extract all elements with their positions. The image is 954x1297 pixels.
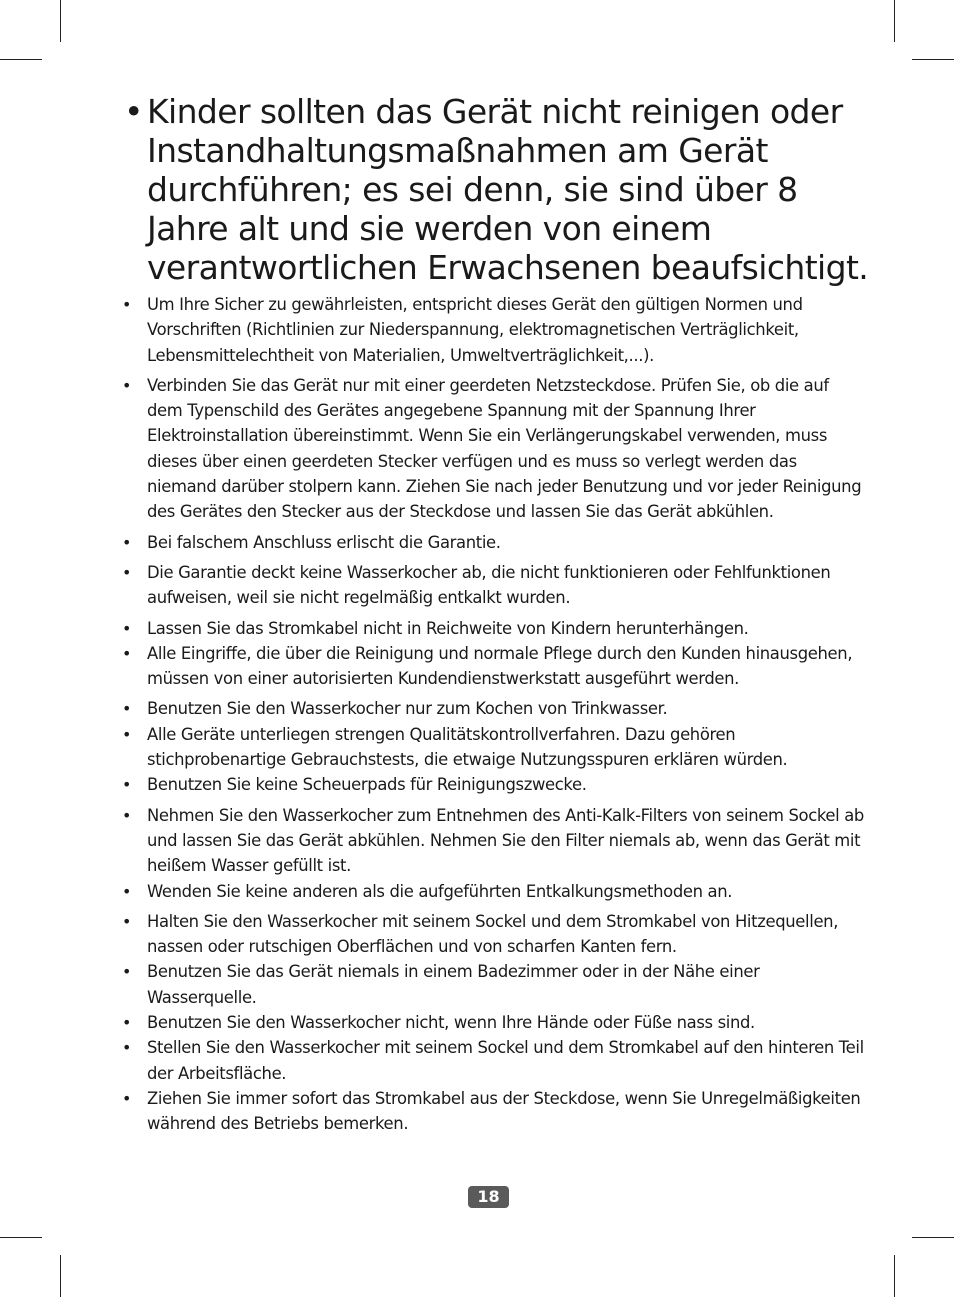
bullet-glyph: • — [122, 562, 132, 582]
list-item-text: Nehmen Sie den Wasserkocher zum Entnehmen des Anti-Kalk-Filters von seinem Sockel ab und lassen Sie das Gerät abkühlen. Nehmen Sie den Filter niemals ab, wenn das Gerät mit heißem Wasser gefüllt ist. — [147, 805, 864, 876]
bullet-glyph: • — [122, 375, 132, 395]
bullet-glyph: • — [122, 1013, 132, 1033]
list-item — [120, 641, 868, 692]
list-item — [120, 1035, 868, 1086]
crop-mark-top-right-horizontal — [912, 59, 954, 60]
bullet-glyph: • — [122, 295, 132, 314]
list-item-text: Um Ihre Sicher zu gewährleisten, entspricht dieses Gerät den gültigen Normen und Vorschriften (Richtlinien zur Niederspannung, elektromagnetischen Verträglichkeit, Lebensmittelechtheit von Materialien, Umweltverträglichkeit,...). — [147, 295, 803, 365]
list-item — [120, 772, 868, 797]
list-item — [120, 616, 868, 641]
crop-mark-bottom-left-horizontal — [0, 1237, 42, 1238]
bullet-glyph: • — [122, 775, 132, 795]
list-item — [120, 560, 868, 611]
bullet-glyph: • — [122, 699, 132, 719]
crop-mark-bottom-right-horizontal — [912, 1237, 954, 1238]
list-item-text: Lassen Sie das Stromkabel nicht in Reichweite von Kindern herunterhängen. — [147, 618, 749, 638]
list-item — [120, 959, 868, 1010]
bullet-glyph: • — [122, 643, 132, 663]
bullet-glyph: • — [122, 805, 132, 825]
list-item — [120, 696, 868, 721]
bullet-glyph: • — [122, 911, 132, 931]
list-item — [120, 1086, 868, 1137]
bullet-glyph: • — [122, 532, 132, 552]
list-item — [120, 373, 868, 525]
list-item — [120, 909, 868, 960]
list-item-text: Stellen Sie den Wasserkocher mit seinem Sockel und dem Stromkabel auf den hinteren Teil der Arbeitsfläche. — [147, 1038, 864, 1083]
list-item-text: Halten Sie den Wasserkocher mit seinem Sockel und dem Stromkabel von Hitzequellen, nassen oder rutschigen Oberflächen und von scharfen Kanten fern. — [147, 911, 839, 957]
list-item — [120, 803, 868, 879]
headline-bullet: • — [124, 92, 143, 131]
bullet-glyph: • — [122, 962, 132, 982]
crop-mark-bottom-left-vertical — [60, 1255, 61, 1297]
list-item — [120, 722, 868, 773]
list-item-text: Benutzen Sie den Wasserkocher nur zum Kochen von Trinkwasser. — [147, 699, 668, 719]
list-item-text: Benutzen Sie das Gerät niemals in einem Badezimmer oder in der Nähe einer Wasserquelle. — [147, 962, 760, 1007]
bullet-glyph: • — [122, 881, 132, 901]
crop-mark-bottom-right-vertical — [894, 1255, 895, 1297]
bullet-glyph: • — [122, 1038, 132, 1058]
list-item-text: Ziehen Sie immer sofort das Stromkabel aus der Steckdose, wenn Sie Unregelmäßigkeiten während des Betriebs bemerken. — [147, 1088, 861, 1134]
crop-mark-top-left-vertical — [60, 0, 61, 42]
list-item — [120, 530, 868, 555]
list-item-text: Verbinden Sie das Gerät nur mit einer geerdeten Netzsteckdose. Prüfen Sie, ob die auf dem Typenschild des Gerätes angegebene Spannung mit der Spannung Ihrer Elektroinstallation übereinstimmt. Wenn Sie ein Verlängerungskabel verwenden, muss dieses über einen geerdeten Stecker verfügen und es muss so verlegt werden das niemand darüber stolpern kann. Ziehen Sie nach jeder Benutzung und vor jeder Reinigung des Gerätes den Stecker aus der Steckdose und lassen Sie das Gerät abkühlen. — [147, 375, 862, 522]
page-number-badge: 18 — [468, 1186, 509, 1208]
list-item-text: Alle Eingriffe, die über die Reinigung und normale Pflege durch den Kunden hinausgehen, müssen von einer autorisierten Kundendienstwerkstatt ausgeführt werden. — [147, 643, 853, 689]
list-item-text: Alle Geräte unterliegen strengen Qualitätskontrollverfahren. Dazu gehören stichprobenartige Gebrauchstests, die etwaige Nutzungsspuren erklären würden. — [147, 724, 788, 770]
crop-mark-top-right-vertical — [894, 0, 895, 42]
bullet-glyph: • — [122, 1088, 132, 1108]
list-item — [120, 879, 868, 904]
headline-warning — [124, 92, 884, 287]
crop-mark-top-left-horizontal — [0, 59, 42, 60]
list-item-text: Benutzen Sie den Wasserkocher nicht, wenn Ihre Hände oder Füße nass sind. — [147, 1013, 755, 1033]
list-item — [120, 1010, 868, 1035]
list-item-text: Bei falschem Anschluss erlischt die Garantie. — [147, 532, 501, 552]
headline-text: Kinder sollten das Gerät nicht reinigen oder Instandhaltungsmaßnahmen am Gerät durchführen; es sei denn, sie sind über 8 Jahre alt und sie werden von einem verantwortlichen Erwachsenen beaufsichtigt. — [147, 92, 869, 287]
list-item-text: Benutzen Sie keine Scheuerpads für Reinigungszwecke. — [147, 775, 587, 795]
list-item-text: Wenden Sie keine anderen als die aufgeführten Entkalkungsmethoden an. — [147, 881, 733, 901]
list-item-text: Die Garantie deckt keine Wasserkocher ab, die nicht funktionieren oder Fehlfunktionen aufweisen, weil sie nicht regelmäßig entkalkt wurden. — [147, 562, 831, 608]
bullet-glyph: • — [122, 618, 132, 638]
list-item — [120, 292, 868, 368]
bullet-glyph: • — [122, 724, 132, 744]
safety-instructions-list — [120, 292, 868, 1137]
